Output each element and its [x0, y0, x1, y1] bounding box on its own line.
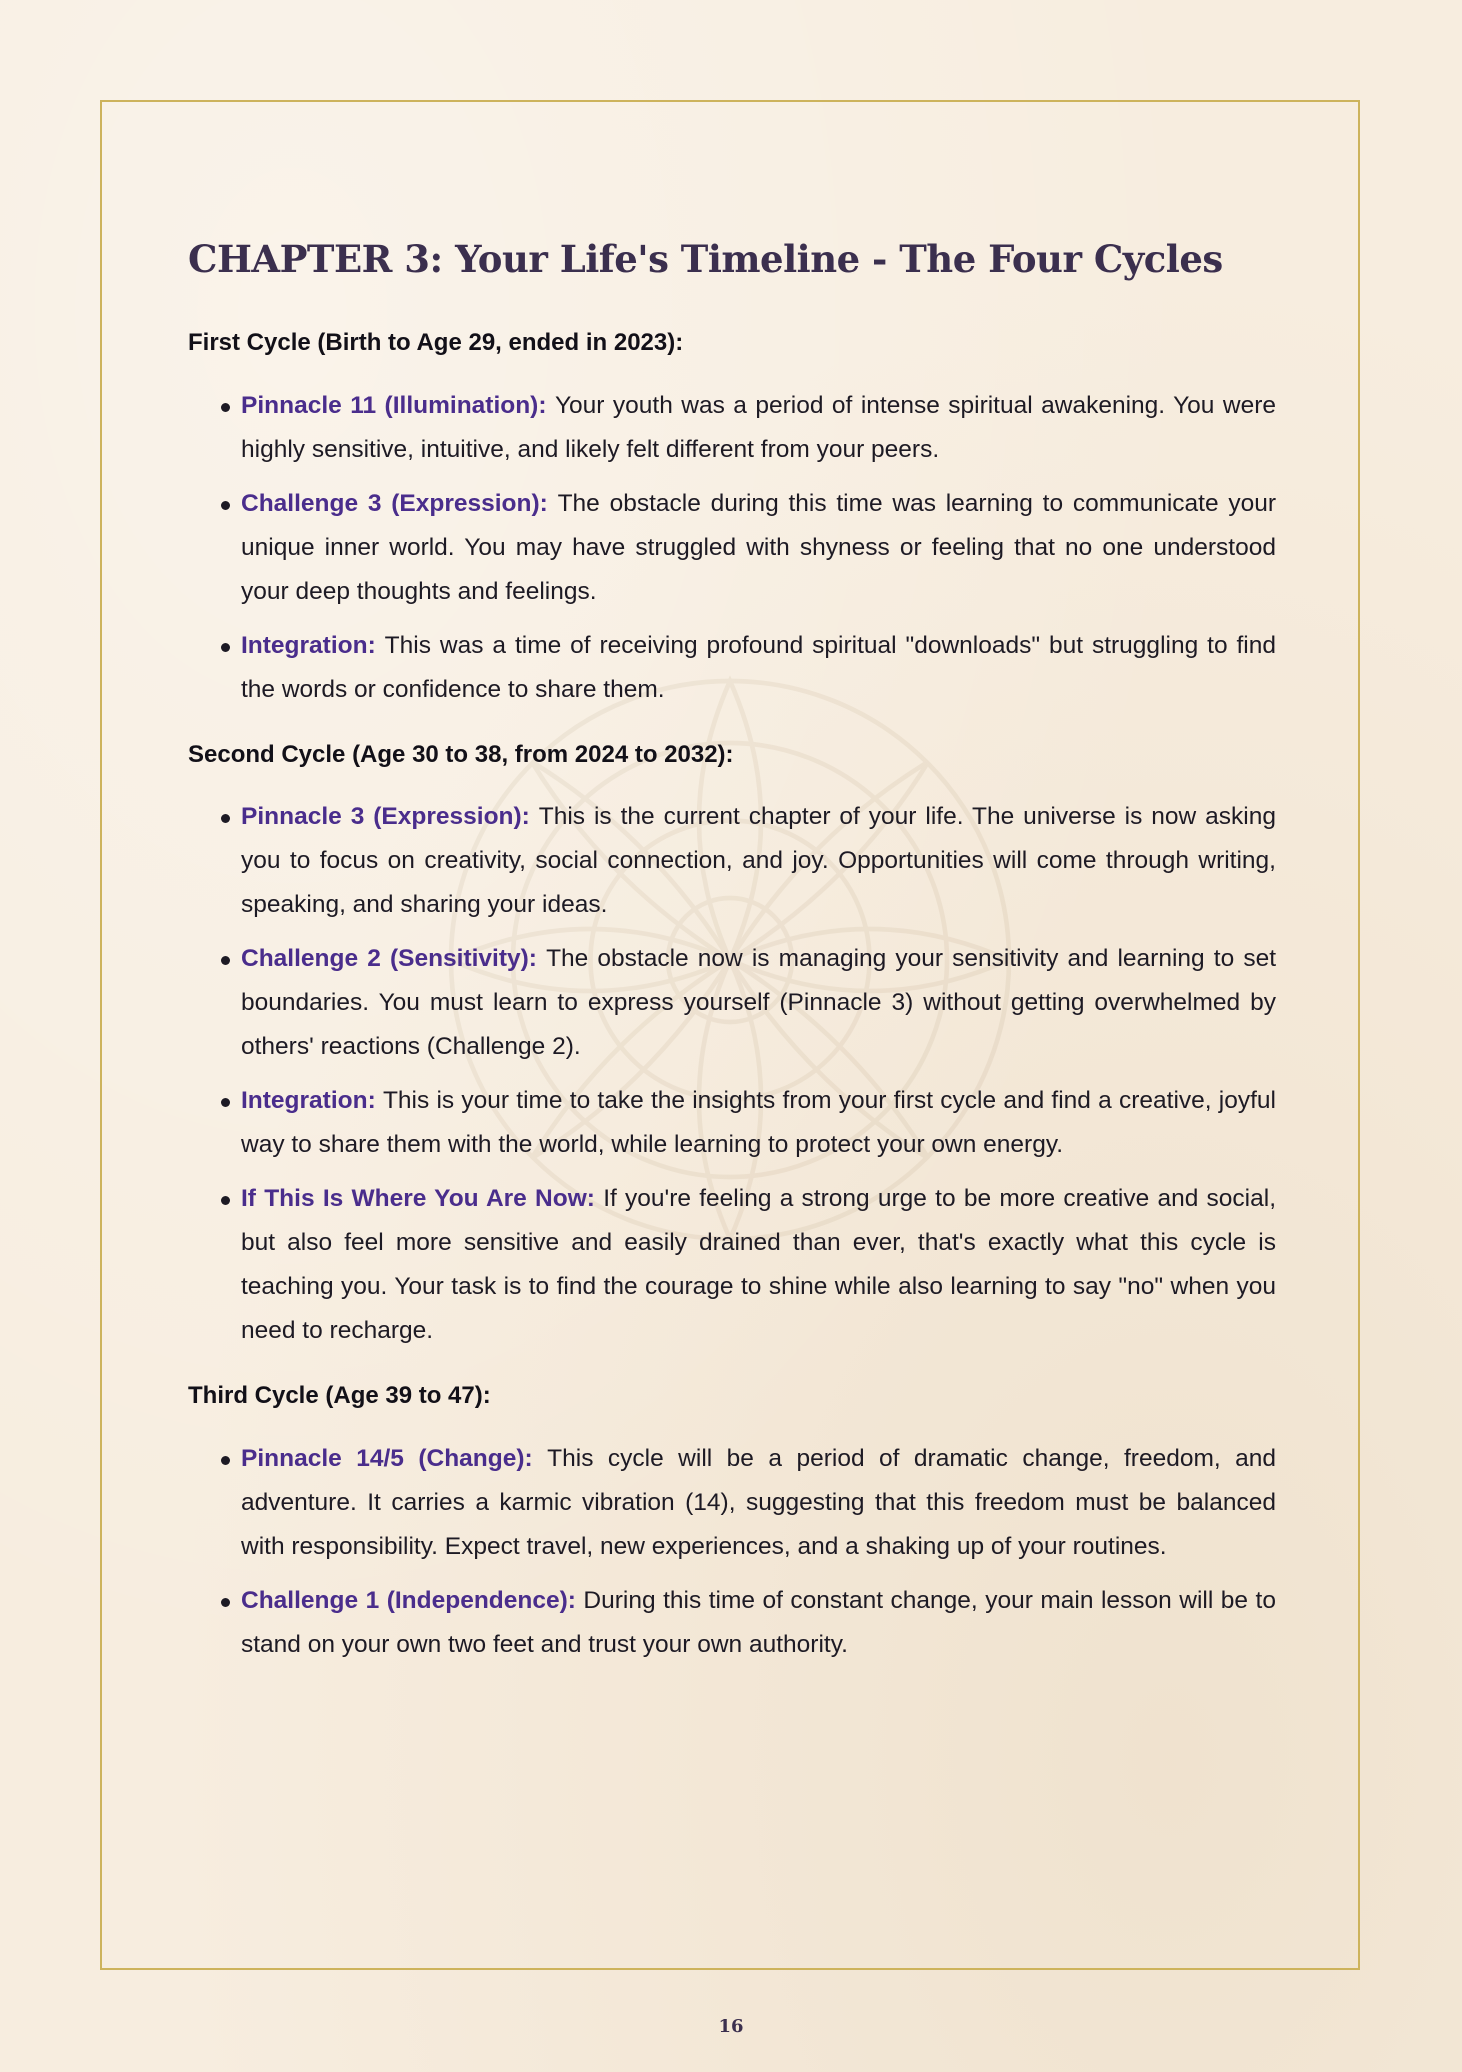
bullet-icon: [221, 1196, 230, 1205]
first-cycle-section: [188, 326, 1276, 712]
item-text: The obstacle now is managing your sensitivity and learning to set boundaries. You must learn to express yourself (Pinnacle 3) without getting overwhelmed by others' reactions (Challenge 2).: [241, 945, 1276, 1061]
item-text: The obstacle during this time was learning to communicate your unique inner world. You may have struggled with shyness or feeling that no one understood your deep thoughts and feelings.: [241, 489, 1277, 605]
list-item: [188, 937, 1276, 1069]
bullet-icon: [221, 814, 230, 823]
cycle-item-list: [188, 384, 1276, 712]
bullet-icon: [221, 1456, 230, 1465]
cycle-item-list: [188, 795, 1276, 1353]
item-label: Integration:: [241, 1087, 383, 1115]
list-item: [188, 384, 1276, 472]
chapter-content: [188, 236, 1276, 1693]
item-label: If This Is Where You Are Now:: [241, 1185, 604, 1213]
bullet-icon: [221, 643, 230, 652]
item-text: Your youth was a period of intense spiritual awakening. You were highly sensitive, intuitive, and likely felt different from your peers.: [241, 391, 1276, 463]
page-number: 16: [718, 2016, 744, 2037]
list-item: [188, 482, 1276, 614]
list-item: [188, 1177, 1276, 1353]
second-cycle-section: [188, 738, 1276, 1354]
item-label: Challenge 1 (Independence):: [241, 1587, 584, 1615]
item-text: This is the current chapter of your life. The universe is now asking you to focus on creativity, social connection, and joy. Opportunities will come through writing, speaking, and sharing your ideas.: [241, 803, 1276, 919]
item-label: Challenge 3 (Expression):: [241, 489, 558, 517]
third-cycle-section: [188, 1379, 1276, 1667]
list-item: [188, 1079, 1276, 1167]
item-text: This is your time to take the insights from your first cycle and find a creative, joyful way to share them with the world, while learning to protect your own energy.: [241, 1087, 1276, 1159]
bullet-icon: [221, 501, 230, 510]
list-item: [188, 1579, 1276, 1667]
item-text: During this time of constant change, your main lesson will be to stand on your own two feet and trust your own authority.: [241, 1587, 1276, 1659]
chapter-title: CHAPTER 3: Your Life's Timeline - The Four Cycles: [188, 237, 1223, 281]
item-text: If you're feeling a strong urge to be more creative and social, but also feel more sensitive and easily drained than ever, that's exactly what this cycle is teaching you. Your task is to find the courage to shine while also learning to say "no" when you need to recharge.: [241, 1185, 1277, 1345]
item-label: Pinnacle 3 (Expression):: [241, 803, 539, 831]
cycle-item-list: [188, 1437, 1276, 1667]
list-item: [188, 795, 1276, 927]
item-text: This was a time of receiving profound spiritual "downloads" but struggling to find the words or confidence to share them.: [241, 631, 1276, 703]
bullet-icon: [221, 403, 230, 412]
list-item: [188, 624, 1276, 712]
item-label: Challenge 2 (Sensitivity):: [241, 945, 547, 973]
list-item: [188, 1437, 1276, 1569]
item-label: Pinnacle 14/5 (Change):: [241, 1445, 548, 1473]
cycle-heading: Second Cycle (Age 30 to 38, from 2024 to 2032):: [188, 740, 734, 768]
cycle-heading: Third Cycle (Age 39 to 47):: [188, 1382, 491, 1410]
item-label: Pinnacle 11 (Illumination):: [241, 391, 555, 419]
cycle-heading: First Cycle (Birth to Age 29, ended in 2023):: [188, 329, 684, 357]
item-label: Integration:: [241, 631, 385, 659]
item-text: This cycle will be a period of dramatic change, freedom, and adventure. It carries a karmic vibration (14), suggesting that this freedom must be balanced with responsibility. Expect travel, new experiences, and a shaking up of your routines.: [241, 1445, 1276, 1561]
bullet-icon: [221, 1098, 230, 1107]
bullet-icon: [221, 956, 230, 965]
bullet-icon: [221, 1598, 230, 1607]
